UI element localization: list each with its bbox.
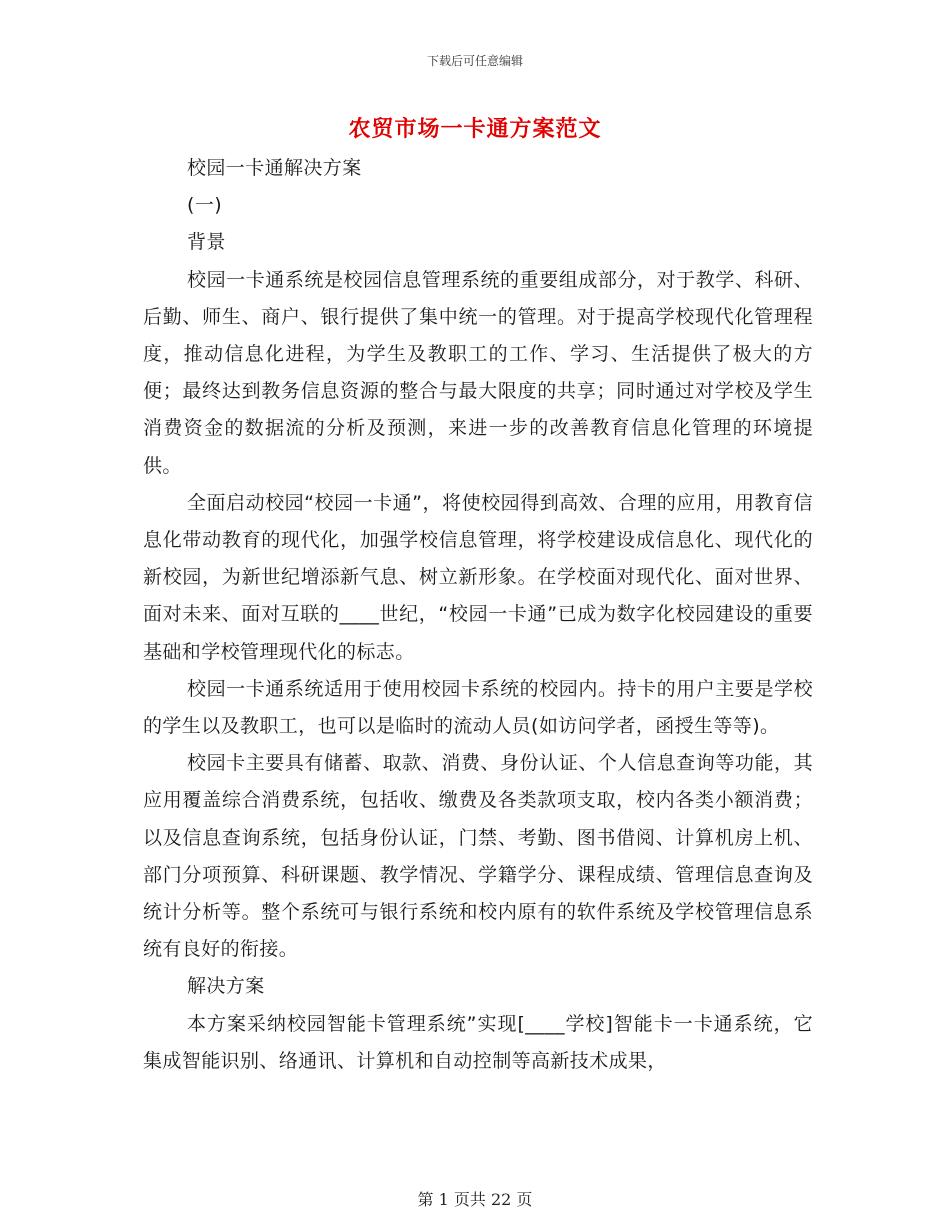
paragraph: 校园卡主要具有储蓄、取款、消费、身份认证、个人信息查询等功能，其应用覆盖综合消费系统，包括收、缴费及各类款项支取，校内各类小额消费；以及信息查询系统，包括身份认证，门禁、考勤、图书借阅、计算机房上机、部门分项预算、科研课题、教学情况、学籍学分、课程成绩、管理信息查询及统计分析等。整个系统可与银行系统和校内原有的软件系统及学校管理信息系统有良好的衔接。 (143, 752, 813, 961)
page-header-note: 下载后可任意编辑 (426, 54, 523, 68)
paragraph: 本方案采纳校园智能卡管理系统”实现[____学校]智能卡一卡通系统，它集成智能识别、络通讯、计算机和自动控制等高新技术成果， (143, 1012, 813, 1072)
paragraph: 校园一卡通系统适用于使用校园卡系统的校园内。持卡的用户主要是学校的学生以及教职工，也可以是临时的流动人员(如访问学者，函授生等等)。 (143, 677, 813, 738)
section-part-one: (一) (187, 194, 223, 217)
background-heading: 背景 (187, 231, 226, 254)
section-subtitle: 校园一卡通解决方案 (187, 157, 362, 179)
document-body (143, 150, 813, 1080)
page-number-footer: 第 1 页共 22 页 (417, 1190, 533, 1209)
paragraph: 全面启动校园“校园一卡通”，将使校园得到高效、合理的应用，用教育信息化带动教育的现代化，加强学校信息管理，将学校建设成信息化、现代化的新校园，为新世纪增添新气息、树立新形象。在学校面对现代化、面对世界、面对未来、面对互联的____世纪，“校园一卡通”已成为数字化校园建设的重要基础和学校管理现代化的标志。 (143, 491, 813, 663)
solution-heading: 解决方案 (187, 975, 265, 998)
paragraph: 校园一卡通系统是校园信息管理系统的重要组成部分，对于教学、科研、后勤、师生、商户、银行提供了集中统一的管理。对于提高学校现代化管理程度，推动信息化进程，为学生及教职工的工作、学习、生活提供了极大的方便；最终达到教务信息资源的整合与最大限度的共享；同时通过对学校及学生消费资金的数据流的分析及预测，来进一步的改善教育信息化管理的环境提供。 (143, 268, 813, 477)
document-title: 农贸市场一卡通方案范文 (348, 117, 602, 142)
